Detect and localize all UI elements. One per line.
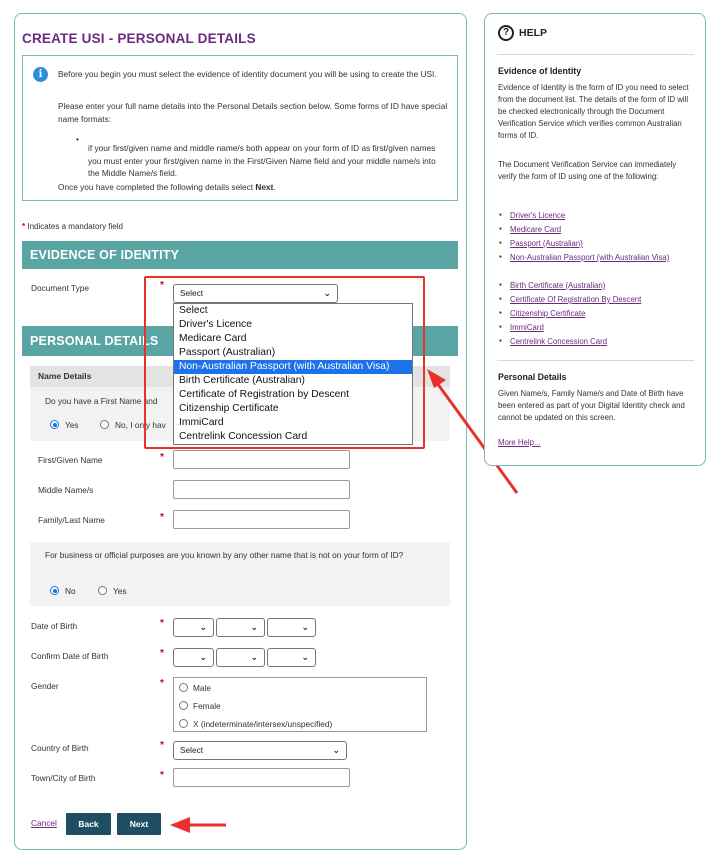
required-star-icon: *: [160, 648, 164, 659]
bullet-icon: ▪: [499, 294, 502, 303]
help-link-citizenship-certificate[interactable]: Citizenship Certificate: [510, 309, 586, 318]
more-help-link[interactable]: More Help...: [498, 438, 541, 447]
divider: [497, 54, 694, 55]
help-link-registration-by-descent[interactable]: Certificate Of Registration By Descent: [510, 295, 642, 304]
help-link-immicard[interactable]: ImmiCard: [510, 323, 544, 332]
page-title: CREATE USI - PERSONAL DETAILS: [22, 31, 256, 46]
help-link-passport-australian[interactable]: Passport (Australian): [510, 239, 583, 248]
bullet-icon: ▪: [499, 308, 502, 317]
dropdown-option[interactable]: Citizenship Certificate: [179, 403, 279, 414]
back-button[interactable]: Back: [66, 813, 111, 835]
help-link-birth-certificate[interactable]: Birth Certificate (Australian): [510, 281, 606, 290]
bullet-icon: •: [76, 134, 79, 144]
help-link-medicare-card[interactable]: Medicare Card: [510, 225, 562, 234]
help-link-non-australian-passport[interactable]: Non-Australian Passport (with Australian Visa): [510, 253, 670, 262]
help-eoi-text-2: The Document Verification Service can immediately verify the form of ID using one of the following:: [498, 160, 677, 181]
gender-female-label: Female: [193, 701, 221, 711]
document-type-value: Select: [180, 288, 204, 298]
chevron-down-icon: ⌄: [250, 652, 258, 662]
dropdown-option[interactable]: ImmiCard: [179, 417, 224, 428]
chevron-down-icon: ⌄: [250, 622, 258, 632]
town-of-birth-label: Town/City of Birth: [31, 773, 96, 783]
bullet-icon: ▪: [499, 336, 502, 345]
evidence-section-header: EVIDENCE OF IDENTITY: [22, 241, 458, 269]
country-of-birth-label: Country of Birth: [31, 743, 89, 753]
bullet-icon: ▪: [499, 224, 502, 233]
required-star-icon: *: [160, 678, 164, 689]
info-text-2: Please enter your full name details into the Personal Details section below. Some forms of ID have special name formats:: [58, 101, 448, 124]
info-text-1: Before you begin you must select the evidence of identity document you will be using to create the USI.: [58, 69, 437, 79]
chevron-down-icon: ⌄: [199, 622, 207, 632]
required-star-icon: *: [160, 452, 164, 463]
help-eoi-text-1: Evidence of Identity is the form of ID you need to select from the document list. The details of the form of ID will be checked electronically through the Document Verification Service which verifies common Australian forms of ID.: [498, 83, 689, 140]
chevron-down-icon: ⌄: [323, 288, 331, 298]
help-link-drivers-licence[interactable]: Driver's Licence: [510, 211, 566, 220]
gender-male-label: Male: [193, 683, 211, 693]
required-star-icon: *: [160, 280, 164, 291]
divider: [497, 360, 694, 361]
gender-label: Gender: [31, 681, 59, 691]
help-eoi-heading: Evidence of Identity: [498, 66, 582, 76]
name-details-heading: Name Details: [30, 366, 450, 387]
gender-x-label: X (indeterminate/intersex/unspecified): [193, 719, 333, 729]
required-star-icon: *: [160, 740, 164, 751]
first-name-label: First/Given Name: [38, 455, 103, 465]
country-of-birth-value: Select: [180, 745, 204, 755]
dropdown-option[interactable]: Centrelink Concession Card: [179, 431, 308, 442]
required-star-icon: *: [160, 512, 164, 523]
chevron-down-icon: ⌄: [301, 652, 309, 662]
help-personal-text: Given Name/s, Family Name/s and Date of Birth have been entered as part of your Digital Identity check and cannot be updated on this screen.: [498, 389, 685, 422]
other-name-yes-label: Yes: [113, 586, 127, 596]
document-type-label: Document Type: [31, 283, 89, 293]
dropdown-option[interactable]: Medicare Card: [179, 333, 247, 344]
info-bullet-text: if your first/given name and middle name/s both appear on your form of ID as first/given names you must enter your first/given name in the First/Given Name field and your middle name/s into the Middle Name/s field.: [88, 143, 436, 179]
arrow-to-next-icon: [170, 817, 226, 833]
required-star-icon: *: [160, 618, 164, 629]
help-personal-heading: Personal Details: [498, 372, 567, 382]
chevron-down-icon: ⌄: [301, 622, 309, 632]
other-name-no-label: No: [65, 586, 76, 596]
help-title: HELP: [519, 27, 548, 39]
middle-name-label: Middle Name/s: [38, 485, 94, 495]
dropdown-option[interactable]: Certificate of Registration by Descent: [179, 389, 349, 400]
bullet-icon: ▪: [499, 280, 502, 289]
cancel-link[interactable]: Cancel: [31, 818, 57, 828]
dropdown-option[interactable]: Passport (Australian): [179, 347, 276, 358]
chevron-down-icon: ⌄: [199, 652, 207, 662]
required-star-icon: *: [160, 770, 164, 781]
dropdown-option[interactable]: Select: [179, 305, 208, 316]
chevron-down-icon: ⌄: [332, 745, 340, 755]
dob-label: Date of Birth: [31, 621, 78, 631]
first-middle-yes-label: Yes: [65, 420, 79, 430]
bullet-icon: ▪: [499, 252, 502, 261]
other-name-question: For business or official purposes are you known by any other name that is not on your form of ID?: [45, 550, 404, 560]
personal-section-header: PERSONAL DETAILS: [22, 326, 458, 356]
dropdown-option[interactable]: Birth Certificate (Australian): [179, 375, 305, 386]
first-middle-question: Do you have a First Name and: [45, 396, 158, 406]
next-button[interactable]: Next: [117, 813, 161, 835]
bullet-icon: ▪: [499, 210, 502, 219]
question-circle-icon: ?: [498, 25, 514, 41]
dropdown-option[interactable]: Driver's Licence: [179, 319, 252, 330]
family-name-label: Family/Last Name: [38, 515, 105, 525]
dropdown-option-highlighted[interactable]: Non-Australian Passport (with Australian Visa): [174, 360, 412, 374]
help-link-centrelink-card[interactable]: Centrelink Concession Card: [510, 337, 608, 346]
info-icon: i: [33, 67, 48, 82]
bullet-icon: ▪: [499, 322, 502, 331]
first-middle-no-label: No, I only hav: [115, 420, 166, 430]
required-star-icon: *: [22, 222, 26, 231]
info-text-3: Once you have completed the following details select Next.: [58, 182, 276, 192]
mandatory-note: * Indicates a mandatory field: [22, 222, 123, 231]
bullet-icon: ▪: [499, 238, 502, 247]
confirm-dob-label: Confirm Date of Birth: [31, 651, 109, 661]
